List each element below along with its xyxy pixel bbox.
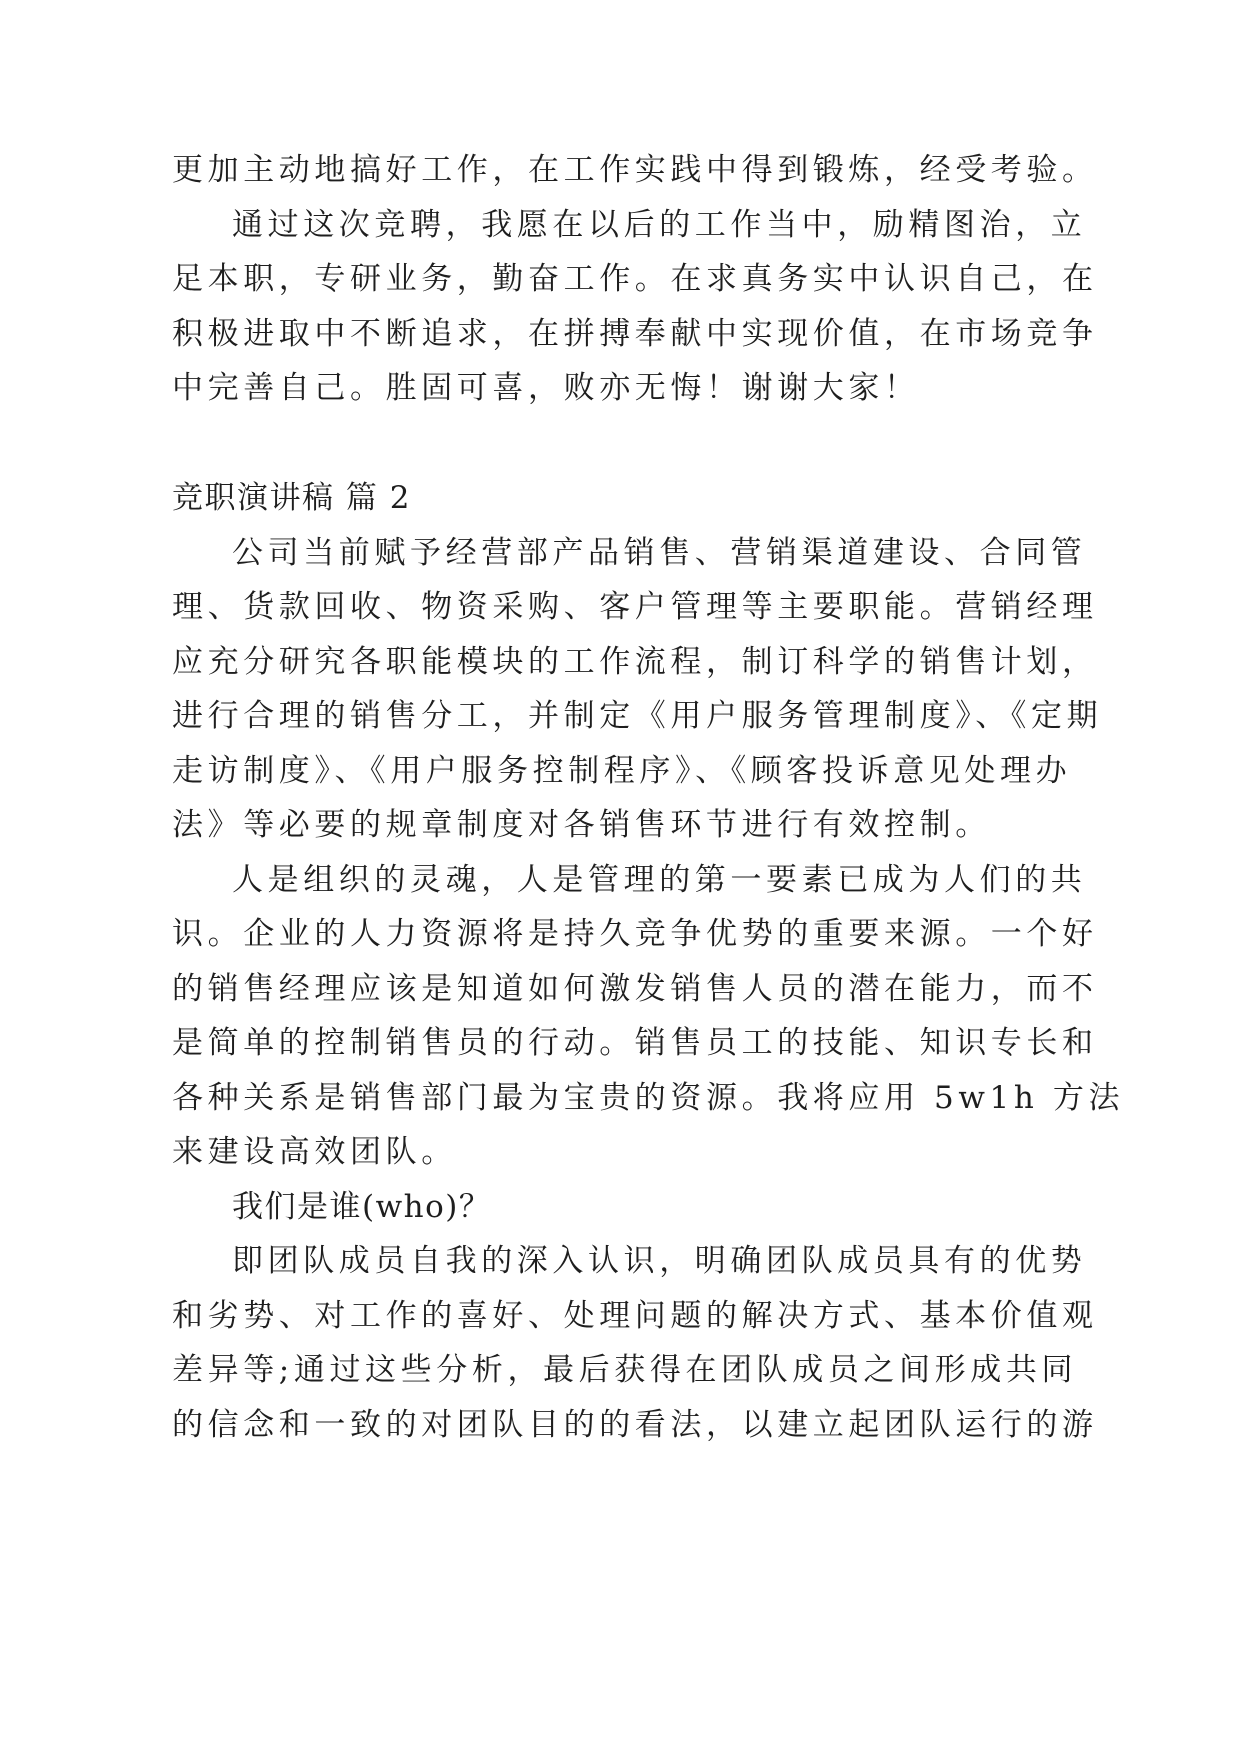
paragraph-line: 应充分研究各职能模块的工作流程，制订科学的销售计划， [172,644,1098,680]
paragraph-line: 通过这次竞聘，我愿在以后的工作当中，励精图治，立 [232,207,1087,243]
paragraph-line: 公司当前赋予经营部产品销售、营销渠道建设、合同管 [232,535,1087,571]
paragraph-line: 人是组织的灵魂，人是管理的第一要素已成为人们的共 [232,862,1087,898]
paragraph-line: 来建设高效团队。 [172,1134,457,1170]
paragraph-line: 是简单的控制销售员的行动。销售员工的技能、知识专长和 [172,1025,1098,1061]
paragraph-line: 更加主动地搞好工作，在工作实践中得到锻炼，经受考验。 [172,152,1098,188]
paragraph-line: 的销售经理应该是知道如何激发销售人员的潜在能力，而不 [172,971,1098,1007]
section-heading: 竞职演讲稿 篇 2 [172,480,411,516]
paragraph-line: 识。企业的人力资源将是持久竞争优势的重要来源。一个好 [172,916,1098,952]
paragraph-line: 走访制度》、《用户服务控制程序》、《顾客投诉意见处理办 [172,753,1072,789]
paragraph-line: 足本职，专研业务，勤奋工作。在求真务实中认识自己，在 [172,261,1098,297]
paragraph-line: 法》等必要的规章制度对各销售环节进行有效控制。 [172,807,991,843]
paragraph-line: 各种关系是销售部门最为宝贵的资源。我将应用 5w1h 方法 [172,1080,1125,1116]
paragraph-line: 中完善自己。胜固可喜，败亦无悔！谢谢大家！ [172,370,920,406]
paragraph-line: 的信念和一致的对团队目的的看法，以建立起团队运行的游 [172,1407,1098,1443]
paragraph-line: 差异等;通过这些分析，最后获得在团队成员之间形成共同 [172,1352,1078,1388]
paragraph-line: 理、货款回收、物资采购、客户管理等主要职能。营销经理 [172,589,1098,625]
paragraph-line: 积极进取中不断追求，在拼搏奉献中实现价值，在市场竞争 [172,316,1098,352]
paragraph-line: 和劣势、对工作的喜好、处理问题的解决方式、基本价值观 [172,1298,1098,1334]
paragraph-line: 即团队成员自我的深入认识，明确团队成员具有的优势 [232,1243,1087,1279]
paragraph-line: 我们是谁(who)？ [232,1189,492,1225]
paragraph-line: 进行合理的销售分工，并制定《用户服务管理制度》、《定期 [172,698,1103,734]
